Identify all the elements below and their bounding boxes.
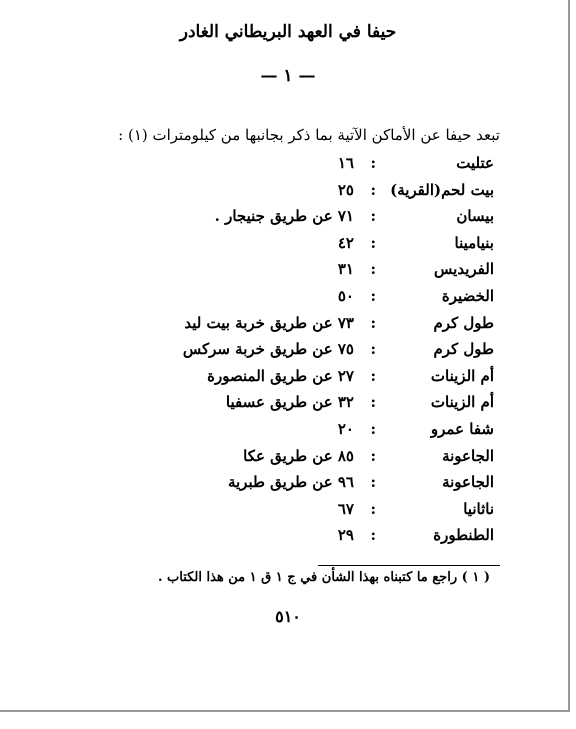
footnote: ( ١ ) راجع ما كتبناه بهذا الشأن في ج ١ ق ١ من هذا الكتاب .	[158, 570, 490, 585]
list-item	[74, 234, 494, 258]
place-name: أم الزينات	[430, 393, 494, 412]
distance-value: ٥٠	[337, 287, 354, 305]
place-name: بيسان	[456, 207, 494, 226]
separator-colon: :	[370, 340, 376, 359]
distance-value: ٦٧	[337, 499, 354, 518]
place-name: الجاعونة	[442, 473, 494, 492]
place-name: أم الزينات	[430, 366, 494, 385]
separator-colon: :	[370, 233, 376, 252]
place-name: شفا عمرو	[430, 420, 494, 438]
list-item	[74, 500, 494, 524]
list-item	[74, 393, 494, 417]
distance-value: ٢٧ عن طريق المنصورة	[207, 366, 354, 385]
distance-value: ٣٢ عن طريق عسفيا	[225, 393, 354, 412]
separator-colon: :	[370, 393, 376, 412]
distance-value: ٢٥	[337, 180, 354, 199]
separator-colon: :	[370, 287, 376, 305]
distance-value: ١٦	[337, 154, 354, 172]
separator-colon: :	[370, 473, 376, 492]
distance-value: ٩٦ عن طريق طبرية	[227, 473, 354, 492]
place-name: الجاعونة	[442, 446, 494, 465]
separator-colon: :	[370, 446, 376, 465]
section-number: — ١ —	[260, 66, 316, 86]
list-item	[74, 420, 494, 444]
list-item	[74, 447, 494, 471]
distance-value: ٤٢	[337, 233, 354, 252]
place-name: الفريديس	[434, 260, 494, 279]
separator-colon: :	[370, 260, 376, 279]
separator-colon: :	[370, 526, 376, 545]
separator-colon: :	[370, 207, 376, 226]
distance-value: ٢٠	[337, 420, 354, 438]
separator-colon: :	[370, 313, 376, 332]
place-name: ناثانيا	[463, 499, 494, 518]
separator-colon: :	[370, 366, 376, 385]
list-item	[74, 154, 494, 178]
intro-text: تبعد حيفا عن الأماكن الآتية بما ذكر بجانبها من كيلومترات (١) :	[118, 126, 500, 144]
distance-value: ٨٥ عن طريق عكا	[243, 446, 354, 465]
list-item	[74, 207, 494, 231]
place-name: بيت لحم(القرية)	[390, 180, 494, 199]
place-name: طول كرم	[433, 313, 494, 332]
page-number: ٥١٠	[275, 607, 301, 626]
page-title: حيفا في العهد البريطاني الغادر	[179, 22, 397, 42]
place-name: الخضيرة	[441, 287, 494, 305]
separator-colon: :	[370, 499, 376, 518]
separator-colon: :	[370, 180, 376, 199]
list-item	[74, 473, 494, 497]
list-item	[74, 181, 494, 205]
distance-value: ٧١ عن طريق جنيجار .	[214, 207, 354, 226]
list-item	[74, 367, 494, 391]
place-name: عتليت	[456, 154, 494, 172]
place-name: بنيامينا	[454, 233, 494, 252]
list-item	[74, 314, 494, 338]
list-item	[74, 287, 494, 311]
list-item	[74, 526, 494, 550]
distance-value: ٧٥ عن طريق خربة سركس	[182, 340, 354, 359]
place-name: طول كرم	[433, 340, 494, 359]
footnote-rule	[318, 565, 500, 566]
list-item	[74, 260, 494, 284]
distance-value: ٣١	[337, 260, 354, 279]
list-item	[74, 340, 494, 364]
separator-colon: :	[370, 154, 376, 172]
place-name: الطنطورة	[433, 526, 494, 545]
distance-value: ٧٣ عن طريق خربة بيت ليد	[184, 313, 354, 332]
separator-colon: :	[370, 420, 376, 438]
distance-value: ٢٩	[337, 526, 354, 545]
